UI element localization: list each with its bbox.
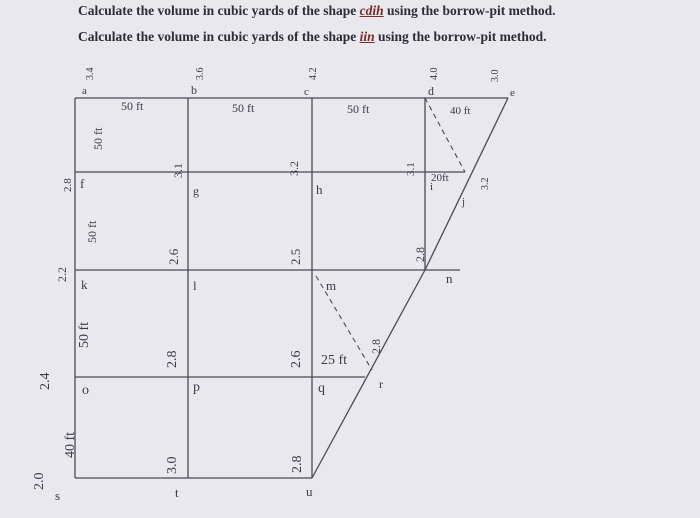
elev-g: 3.1 <box>171 163 185 178</box>
point-h: h <box>316 182 323 197</box>
dim-mq: 25 ft <box>321 353 348 368</box>
elev-n: 2.8 <box>413 247 427 262</box>
elev-e: 3.0 <box>490 69 501 82</box>
elev-k: 2.2 <box>55 267 69 282</box>
elev-c: 4.2 <box>308 67 319 80</box>
point-b: b <box>191 83 197 97</box>
elev-s: 2.0 <box>32 472 47 490</box>
line-diagonal-lower <box>312 270 425 478</box>
dim-fk: 50 ft <box>85 220 99 243</box>
dim-os: 40 ft <box>63 431 78 458</box>
elev-p: 2.8 <box>165 350 180 368</box>
question-2-text-b: using the borrow-pit method. <box>374 29 547 44</box>
point-r: r <box>379 377 383 391</box>
grid-lines <box>75 98 508 478</box>
elev-u: 2.8 <box>290 455 305 473</box>
elev-f: 2.8 <box>62 178 74 192</box>
dim-bc: 50 ft <box>232 101 255 115</box>
point-g: g <box>193 184 199 198</box>
point-o: o <box>82 383 89 398</box>
elev-d: 4.0 <box>429 67 440 80</box>
line-diagonal-upper <box>425 98 508 270</box>
elev-m: 2.5 <box>288 248 303 265</box>
horizontal-dimensions <box>121 99 470 368</box>
point-l: l <box>193 278 197 293</box>
elev-r: 2.8 <box>369 339 383 354</box>
elev-j: 3.2 <box>480 177 491 190</box>
point-e: e <box>510 87 515 99</box>
dim-ko: 50 ft <box>77 321 92 348</box>
point-q: q <box>318 381 325 396</box>
elev-b: 3.6 <box>195 67 206 80</box>
question-1-text-b: using the borrow-pit method. <box>383 3 556 18</box>
point-p: p <box>193 380 200 395</box>
point-t: t <box>175 485 179 500</box>
point-k: k <box>81 277 88 292</box>
dim-af: 50 ft <box>91 127 105 150</box>
dim-di: 20ft <box>431 172 449 184</box>
elev-o: 2.4 <box>38 372 53 390</box>
question-2-shape: iin <box>359 29 375 44</box>
dim-ab: 50 ft <box>121 99 144 113</box>
point-n: n <box>446 271 453 286</box>
point-i: i <box>430 181 434 193</box>
elev-a: 3.4 <box>85 67 96 80</box>
point-m: m <box>326 278 337 293</box>
point-labels <box>55 83 515 503</box>
elev-t: 3.0 <box>165 456 180 474</box>
question-2-text-a: Calculate the volume in cubic yards of the shape <box>78 29 360 44</box>
point-j: j <box>462 196 466 208</box>
elev-h: 3.2 <box>287 161 301 176</box>
elev-l: 2.6 <box>166 248 181 265</box>
point-a: a <box>82 85 87 97</box>
point-f: f <box>80 176 85 191</box>
dim-cd: 50 ft <box>347 102 370 116</box>
point-s: s <box>55 488 61 503</box>
point-c: c <box>304 86 309 98</box>
elev-q: 2.6 <box>289 350 304 368</box>
question-1-shape: cdih <box>359 3 384 18</box>
point-d: d <box>428 84 434 98</box>
dim-de: 40 ft <box>450 105 471 117</box>
point-u: u <box>306 484 313 499</box>
elev-i: 3.1 <box>405 162 417 176</box>
question-1-text-a: Calculate the volume in cubic yards of the shape <box>78 3 360 18</box>
